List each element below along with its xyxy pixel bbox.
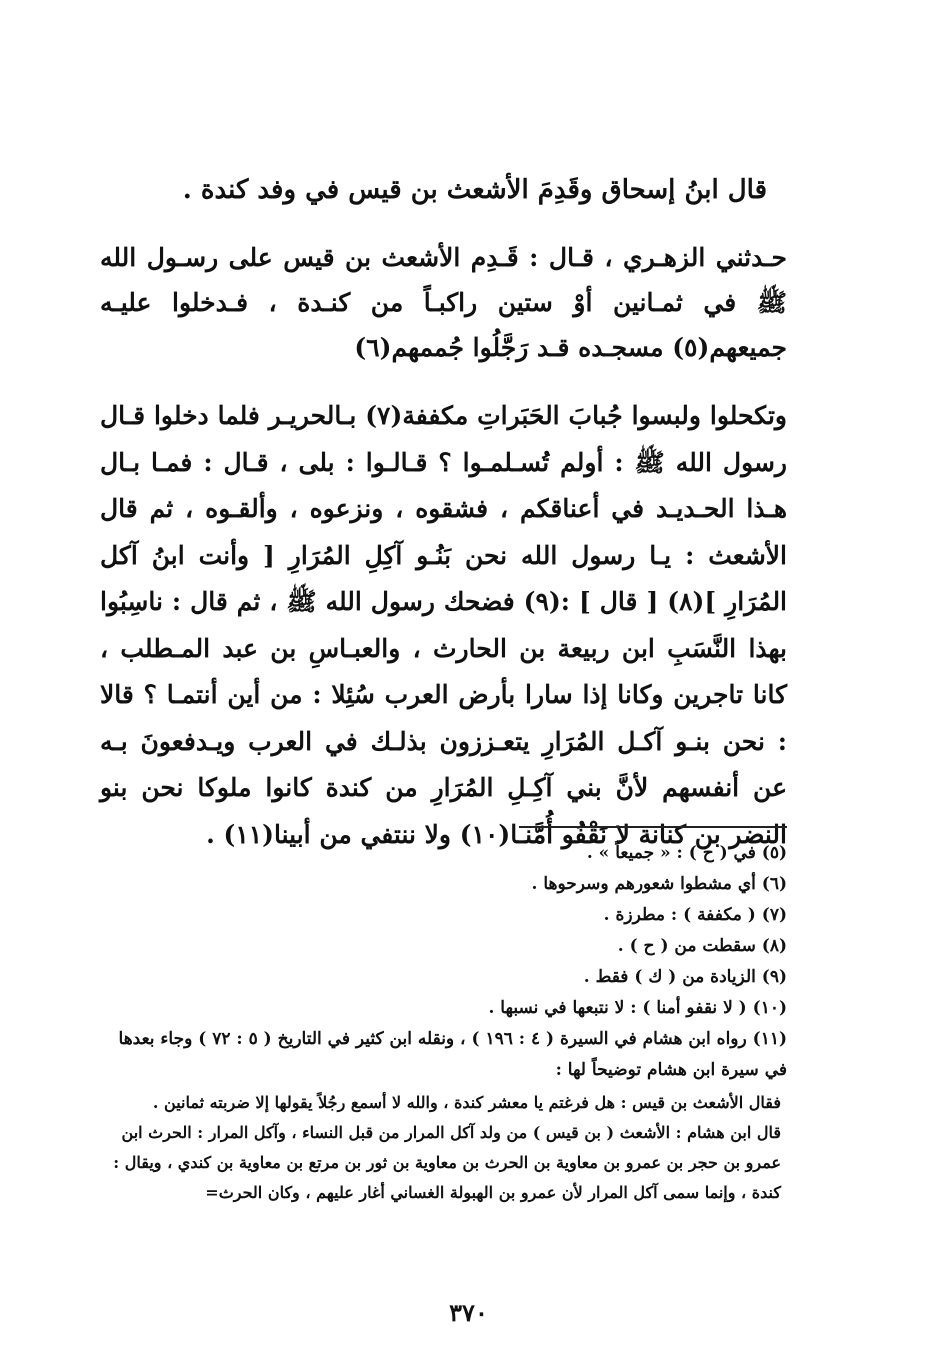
footnote-6: (٦) أي مشطوا شعورهم وسرحوها . <box>531 874 787 894</box>
footnote-quote-1: فقال الأشعث بن قيس : هل فرغتم يا معشر كندة ، والله لا أسمع رجُلاً يقولها إلا ضربته ثمانين . <box>152 1093 781 1112</box>
body-paragraph-1: حـدثني الزهـري ، قـال : قَـدِم الأشعث بن قيس على رسـول الله ﷺ في ثمـانين أوْ ستين راكبـاً من كنـدة ، فـدخلوا عليـه جميعهم(٥) مسجـده قـد رَجَّلُوا جُممهم(٦) <box>100 243 787 362</box>
body-paragraph-2: وتكحلوا ولبسوا جُبابَ الحَبَراتِ مكففة(٧) بـالحريـر فلما دخلوا قـال رسول الله ﷺ : أولم تُسـلمـوا ؟ قـالـوا : بلى ، قـال : فمـا بـال هـذا الحـديـد في أعناقكم ، فشقوه ، ونزعوه ، وألقـوه ، ثم قال الأشعث : يـا رسول الله نحن بَنُـو آكِلِ المُرَارِ [ وأنت ابنُ آكل المُرَارِ ](٨) [ قال ] :(٩) فضحك رسول الله ﷺ ، ثم قال : ناسِبُوا بهذا النَّسَبِ ابن ربيعة بن الحارث ، والعبـاسِ بن عبد المـطلب ، كانا تاجرين وكانا إذا سارا بأرض العرب سُئِلا : من أين أنتمـا ؟ قالا : نحن بنـو آكـل المُرَارِ يتعـززون بذلـك في العرب ويـدفعونَ بـه عن أنفسهم لأنَّ بني آكِـلِ المُرَارِ من كندة كانوا ملوكا نحن بنو النضر بن كنانة لا نَقْفُو أُمَّنـا(١٠) ولا ننتفي من أبينا(١١) . <box>100 401 788 849</box>
footnote-9: (٩) الزيادة من ( ك ) فقط . <box>583 967 787 987</box>
footnote-8: (٨) سقطت من ( ح ) . <box>617 936 787 956</box>
footnotes <box>96 838 787 1208</box>
footnote-7: (٧) ( مكففة ) : مطرزة . <box>603 905 787 925</box>
page-number: ٣٧٠ <box>449 1298 488 1327</box>
footnote-separator <box>519 826 787 828</box>
footnote-quote-2: قال ابن هشام : الأشعث ( بن قيس ) من ولد آكل المرار من قبل النساء ، وآكل المرار : الحرث ابن عمرو بن حجر بن عمرو بن معاوية بن الحرث بن معاوية بن ثور بن مرتع بن معاوية بن كندي ، ويقال : كندة ، وإنما سمى آكل المرار لأن عمرو بن الهبولة الغساني أغار عليهم ، وكان الحرث= <box>113 1123 781 1202</box>
footnote-11: (١١) رواه ابن هشام في السيرة ( ٤ : ١٩٦ ) ، ونقله ابن كثير في التاريخ ( ٥ : ٧٢ ) وجاء بعدها في سيرة ابن هشام توضيحاً لها : <box>118 1029 787 1080</box>
section-heading: قال ابنُ إسحاق وقَدِمَ الأشعث بن قيس في وفد كندة . <box>182 175 767 205</box>
footnote-5: (٥) في ( ح ) : « جميعاً » . <box>586 843 787 863</box>
footnote-10: (١٠) ( لا نقفو أمنا ) : لا نتبعها في نسبها . <box>488 998 787 1018</box>
